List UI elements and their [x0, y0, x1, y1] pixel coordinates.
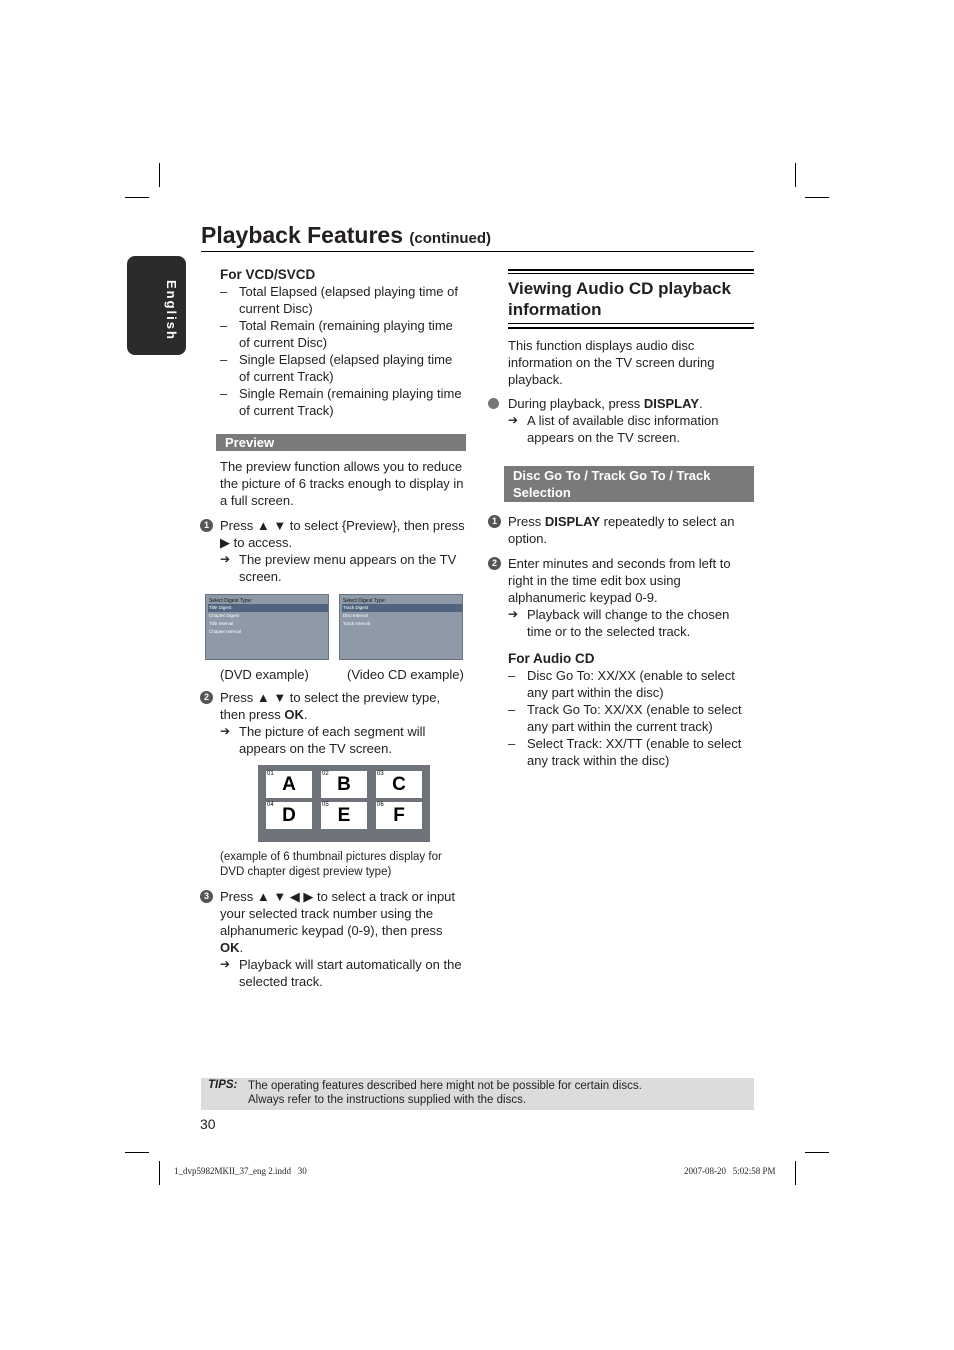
- thumbnail-caption: (example of 6 thumbnail pictures display for DVD chapter digest preview type): [220, 851, 442, 878]
- bullet-icon: [488, 398, 499, 409]
- display-key: DISPLAY: [544, 514, 600, 529]
- ok-key: OK: [220, 940, 240, 955]
- tips-line-1: The operating features described here might not be possible for certain discs.: [248, 1080, 642, 1092]
- go-to-step-2: 2 Enter minutes and seconds from left to right in the time edit box using alphanumeric keypad 0-9. ➔ Playback will change to the chosen time or to the selected track.: [488, 555, 754, 640]
- audio-cd-heading: Viewing Audio CD playback information: [508, 279, 731, 319]
- tips-label: TIPS:: [208, 1079, 238, 1091]
- dvd-preview-screen: Select Digest Type: Title Digest Chapter Digest Title Interval Chapter Interval: [205, 594, 329, 660]
- vcd-section: [220, 266, 466, 419]
- heading-rule-bottom: [508, 327, 754, 329]
- step-number-icon: 3: [200, 890, 213, 903]
- list-item: – Single Remain (remaining playing time of current Track): [220, 386, 462, 418]
- list-item: – Select Track: XX/TT (enable to select any track within the disc): [508, 736, 742, 768]
- list-item: – Track Go To: XX/XX (enable to select any part within the current track): [508, 702, 742, 734]
- thumbnail: 03 C: [376, 771, 422, 798]
- step-number-icon: 2: [200, 691, 213, 704]
- step-number-icon: 2: [488, 557, 501, 570]
- language-tab-label: English: [164, 280, 179, 341]
- title-suffix: (continued): [409, 230, 492, 247]
- crop-mark: [795, 163, 796, 187]
- step-number-icon: 1: [200, 519, 213, 532]
- display-key: DISPLAY: [643, 396, 699, 411]
- heading-rule-top: [508, 273, 754, 274]
- title-rule: [201, 251, 754, 252]
- disc-go-to-bar: Disc Go To / Track Go To / Track Selection: [504, 466, 754, 502]
- audio-cd-intro: This function displays audio disc information on the TV screen during playback.: [508, 338, 715, 387]
- audio-cd-subheading: For Audio CD: [508, 651, 595, 666]
- list-item: – Single Elapsed (elapsed playing time of current Track): [220, 352, 453, 384]
- arrow-right-icon: ➔: [220, 957, 231, 971]
- ok-key: OK: [284, 707, 304, 722]
- audio-cd-options: [508, 650, 754, 769]
- audio-cd-bullet: During playback, press DISPLAY. ➔ A list of available disc information appears on the TV screen.: [508, 395, 754, 446]
- list-item: – Total Elapsed (elapsed playing time of current Disc): [220, 284, 458, 316]
- list-item: – Disc Go To: XX/XX (enable to select any part within the disc): [508, 668, 735, 700]
- footer-timestamp: 2007-08-20 5:02:58 PM: [684, 1166, 776, 1176]
- vcd-preview-screen: Select Digest Type: Track Digest Disc Interval Track Interval: [339, 594, 463, 660]
- list-item: – Total Remain (remaining playing time of current Disc): [220, 318, 453, 350]
- thumbnail: 06 F: [376, 802, 422, 829]
- crop-mark: [795, 1161, 796, 1185]
- arrow-right-icon: ➔: [220, 552, 231, 566]
- crop-mark: [125, 197, 149, 198]
- thumbnail: 04 D: [266, 802, 312, 829]
- preview-step-1: 1 Press ▲ ▼ to select {Preview}, then press ▶ to access. ➔ The preview menu appears on the TV screen.: [200, 517, 466, 585]
- preview-bar: Preview: [216, 434, 466, 451]
- arrow-right-icon: ➔: [220, 724, 231, 738]
- crop-mark: [805, 1152, 829, 1153]
- step-number-icon: 1: [488, 515, 501, 528]
- go-to-step-1: 1 Press DISPLAY repeatedly to select an option.: [488, 513, 754, 547]
- preview-step-2: 2 Press ▲ ▼ to select the preview type, then press OK. ➔ The picture of each segment will appears on the TV screen.: [200, 689, 466, 757]
- arrow-right-icon: ➔: [508, 607, 519, 621]
- crop-mark: [125, 1152, 149, 1153]
- heading-rule-bottom: [508, 323, 754, 324]
- thumbnail-grid: [258, 765, 430, 842]
- thumbnail: 02 B: [321, 771, 367, 798]
- vcd-heading: For VCD/SVCD: [220, 267, 316, 282]
- tips-line-2: Always refer to the instructions supplied with the discs.: [248, 1094, 527, 1106]
- arrow-right-icon: ➔: [508, 413, 519, 427]
- crop-mark: [805, 197, 829, 198]
- preview-step-3: 3 Press ▲ ▼ ◀ ▶ to select a track or input your selected track number using the alphanumeric keypad (0-9), then press OK. ➔ Playback will start automatically on the selected track.: [200, 888, 466, 990]
- thumbnail: 05 E: [321, 802, 367, 829]
- caption-vcd: (Video CD example): [347, 667, 464, 682]
- tips-box: [201, 1078, 754, 1110]
- page-title: Playback Features (continued): [201, 222, 492, 248]
- heading-rule-top: [508, 269, 754, 271]
- thumbnail: 01 A: [266, 771, 312, 798]
- page-number: 30: [200, 1116, 216, 1132]
- preview-intro: The preview function allows you to reduce the picture of 6 tracks enough to display in a full screen.: [220, 459, 464, 508]
- caption-dvd: (DVD example): [220, 667, 309, 682]
- footer-filename: 1_dvp5982MKII_37_eng 2.indd 30: [174, 1166, 307, 1176]
- crop-mark: [159, 1161, 160, 1185]
- crop-mark: [159, 163, 160, 187]
